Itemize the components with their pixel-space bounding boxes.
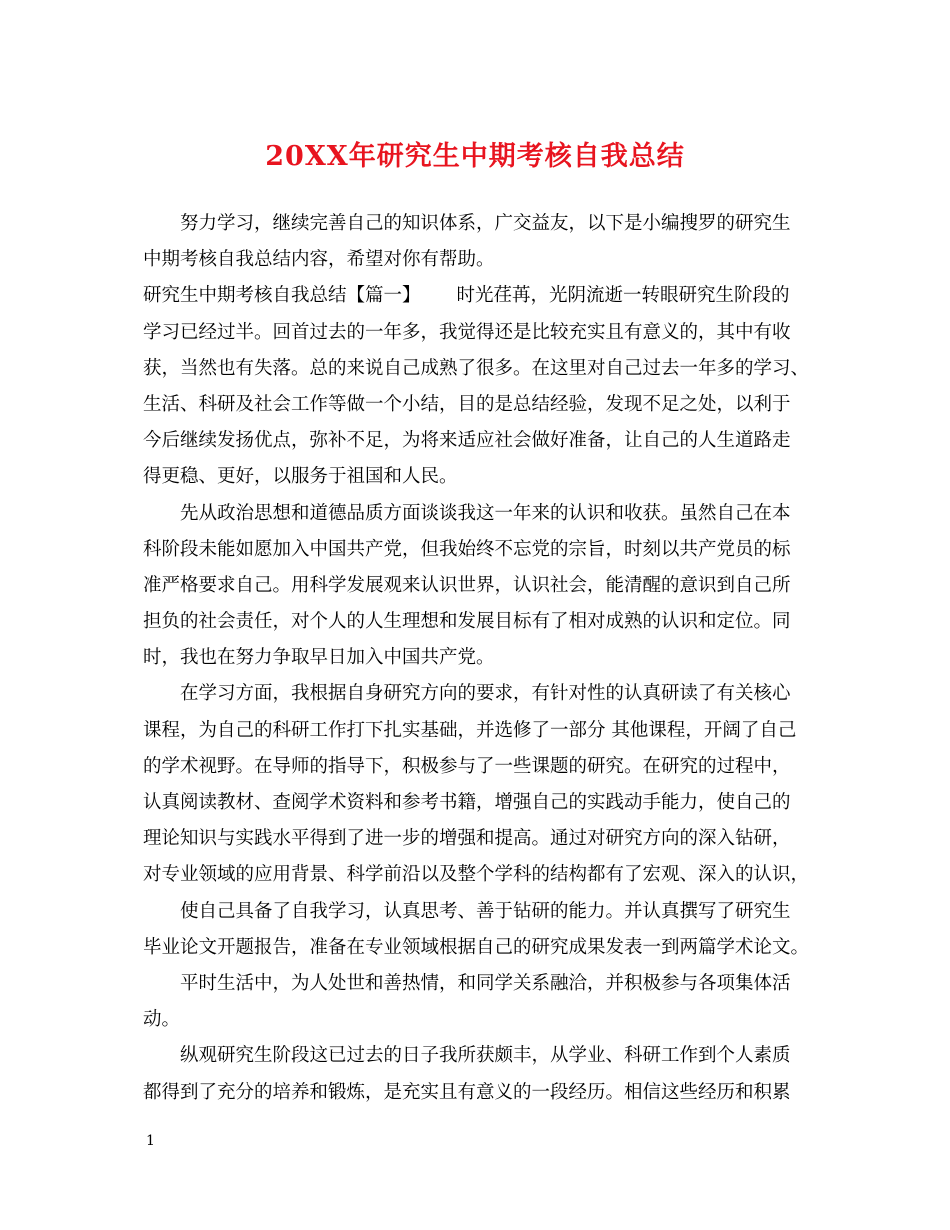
document-body [143, 206, 815, 1111]
paragraph-line: 中期考核自我总结内容，希望对你有帮助。 [143, 249, 495, 271]
paragraph-line: 理论知识与实践水平得到了进一步的增强和提高。通过对研究方向的深入钻研， [143, 828, 791, 850]
paragraph-line [143, 278, 815, 314]
paragraph-line: 平时生活中，为人处世和善热情，和同学关系融洽，并积极参与各项集体活 [180, 972, 791, 994]
paragraph-text: 时光荏苒，光阴流逝一转眼研究生阶段的 [456, 285, 790, 307]
paragraph-line: 都得到了充分的培养和锻炼，是充实且有意义的一段经历。相信这些经历和积累 [143, 1081, 791, 1103]
paragraph-line: 担负的社会责任，对个人的人生理想和发展目标有了相对成熟的认识和定位。同 [143, 611, 791, 633]
page-number: 1 [146, 1133, 155, 1149]
paragraph-line: 在学习方面，我根据自身研究方向的要求，有针对性的认真研读了有关核心 [180, 683, 791, 705]
paragraph-line: 科阶段未能如愿加入中国共产党，但我始终不忘党的宗旨，时刻以共产党员的标 [143, 538, 791, 560]
paragraph-line: 纵观研究生阶段这已过去的日子我所获颇丰，从学业、科研工作到个人素质 [180, 1045, 791, 1067]
paragraph-line: 得更稳、更好，以服务于祖国和人民。 [143, 466, 458, 488]
paragraph-line: 认真阅读教材、查阅学术资料和参考书籍，增强自己的实践动手能力，使自己的 [143, 792, 791, 813]
document-title: 20XX年研究生中期考核自我总结 [265, 141, 685, 172]
paragraph-line: 生活、科研及社会工作等做一个小结，目的是总结经验，发现不足之处，以利于 [143, 393, 791, 415]
section-heading: 研究生中期考核自我总结【篇一】 [143, 285, 421, 307]
paragraph-line: 时，我也在努力争取早日加入中国共产党。 [143, 647, 495, 669]
paragraph-line: 对专业领域的应用背景、科学前沿以及整个学科的结构都有了宏观、深入的认识， [143, 864, 810, 886]
paragraph-line: 动。 [143, 1009, 181, 1031]
paragraph-line: 今后继续发扬优点，弥补不足，为将来适应社会做好准备，让自己的人生道路走 [143, 430, 791, 452]
paragraph-line: 获，当然也有失落。总的来说自己成熟了很多。在这里对自己过去一年多的学习、 [143, 357, 810, 379]
paragraph-line: 课程，为自己的科研工作打下扎实基础，并选修了一部分 其他课程，开阔了自己 [143, 719, 797, 741]
paragraph-line: 使自己具备了自我学习，认真思考、善于钻研的能力。并认真撰写了研究生 [180, 900, 791, 922]
paragraph-line: 先从政治思想和道德品质方面谈谈我这一年来的认识和收获。虽然自己在本 [180, 502, 791, 524]
paragraph-line: 准严格要求自己。用科学发展观来认识世界，认识社会，能清醒的意识到自己所 [143, 574, 791, 596]
paragraph-line: 努力学习，继续完善自己的知识体系，广交益友，以下是小编搜罗的研究生 [180, 213, 791, 234]
paragraph-line: 毕业论文开题报告，准备在专业领域根据自己的研究成果发表一到两篇学术论文。 [143, 936, 810, 958]
paragraph-line: 学习已经过半。回首过去的一年多，我觉得还是比较充实且有意义的，其中有收 [143, 321, 791, 343]
paragraph-line: 的学术视野。在导师的指导下，积极参与了一些课题的研究。在研究的过程中， [143, 755, 791, 777]
